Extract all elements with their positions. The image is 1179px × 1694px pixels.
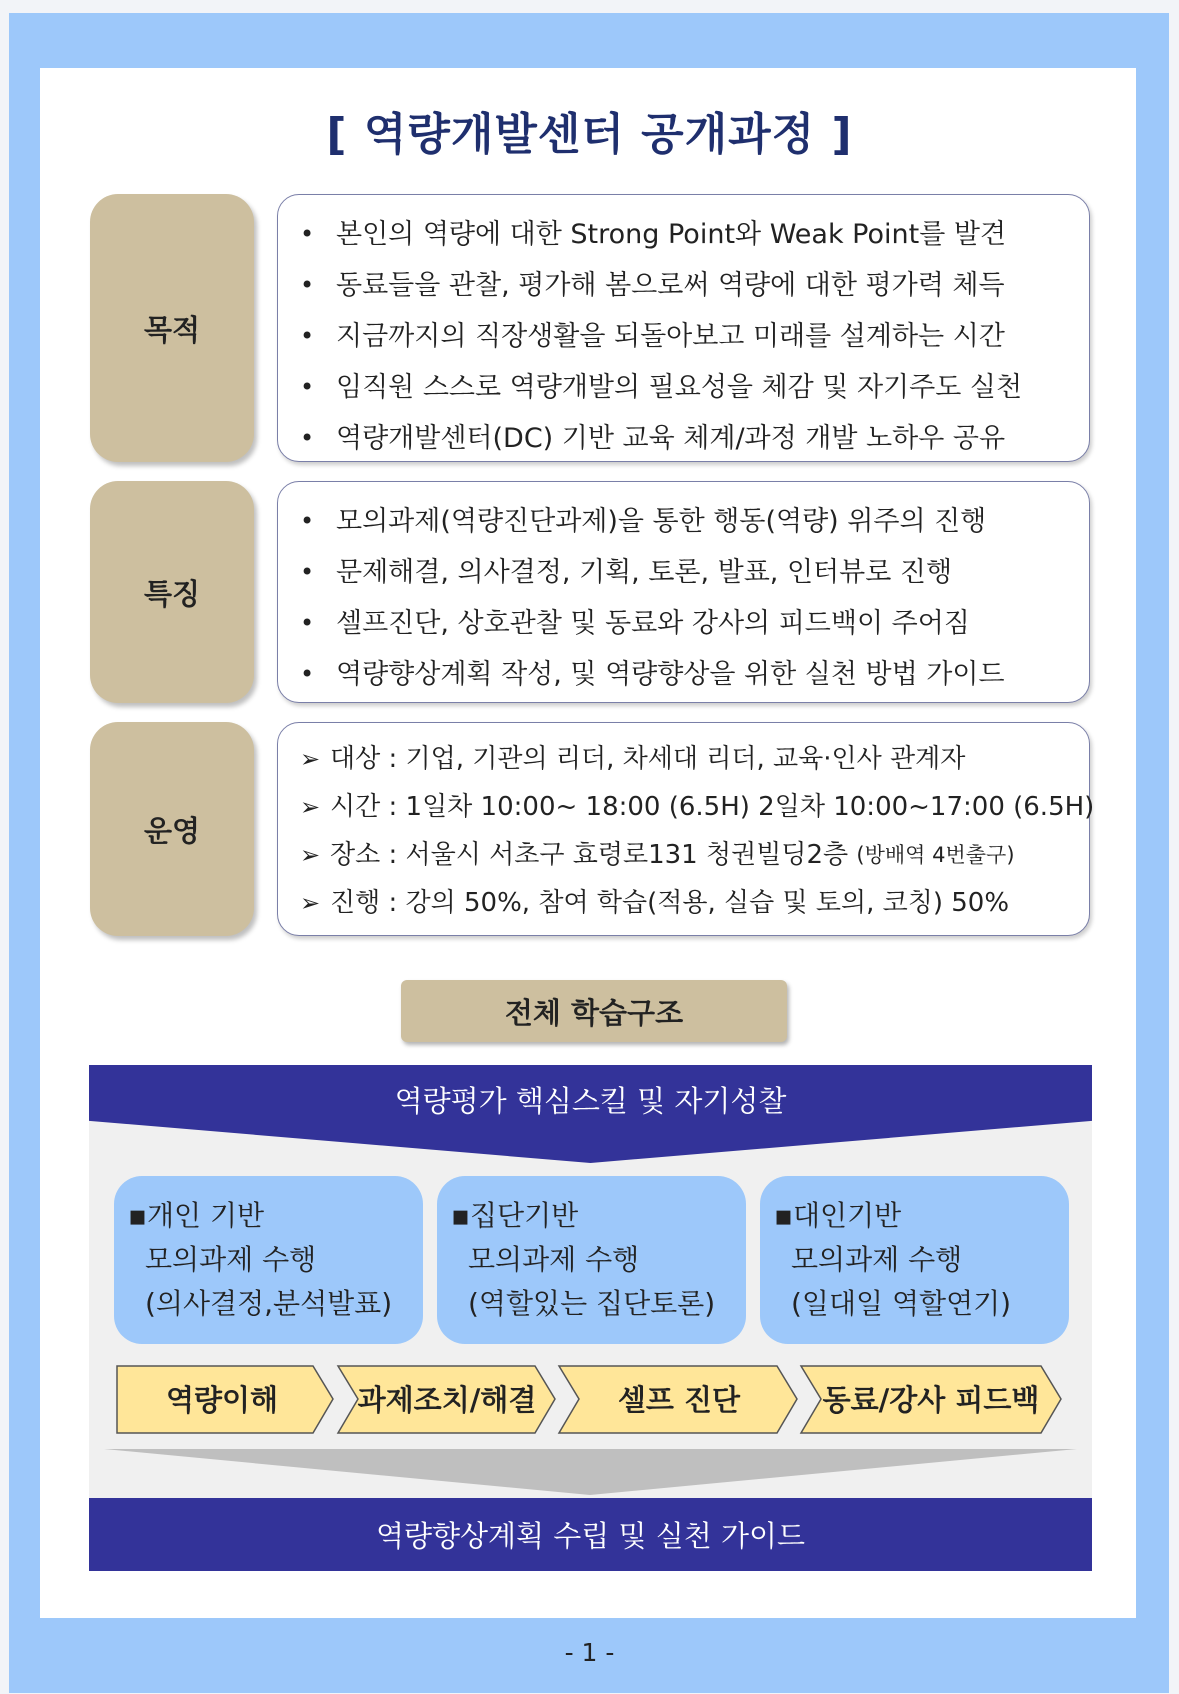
features-item: • 역량향상계획 작성, 및 역량향상을 위한 실천 방법 가이드 bbox=[300, 659, 1005, 690]
purpose-item: • 본인의 역량에 대한 Strong Point와 Weak Point를 발견 bbox=[300, 219, 1007, 250]
down-arrow-band bbox=[89, 1449, 1092, 1499]
card-line: 모의과제 수행 bbox=[791, 1243, 963, 1276]
operation-item: ➢ 진행 : 강의 50%, 참여 학습(적용, 실습 및 토의, 코칭) 50% bbox=[300, 888, 1010, 918]
card-line: (일대일 역할연기) bbox=[791, 1287, 1012, 1320]
purpose-item: • 역량개발센터(DC) 기반 교육 체계/과정 개발 노하우 공유 bbox=[300, 423, 1006, 454]
features-box bbox=[277, 481, 1090, 703]
card-line: ▪대인기반 bbox=[774, 1199, 902, 1232]
purpose-label: 목적 bbox=[90, 194, 254, 462]
step-2-label: 과제조치/해결 bbox=[357, 1383, 537, 1417]
page-number: - 1 - bbox=[564, 1638, 615, 1667]
features-label: 특징 bbox=[90, 481, 254, 703]
features-item: • 셀프진단, 상호관찰 및 동료와 강사의 피드백이 주어짐 bbox=[300, 608, 970, 639]
card-group bbox=[437, 1176, 746, 1344]
features-item: • 문제해결, 의사결정, 기획, 토론, 발표, 인터뷰로 진행 bbox=[300, 557, 953, 588]
card-interpersonal bbox=[760, 1176, 1069, 1344]
step-3-label: 셀프 진단 bbox=[617, 1383, 741, 1417]
operation-item: ➢ 시간 : 1일차 10:00~ 18:00 (6.5H) 2일차 10:00~17:00 (6.5H) bbox=[300, 792, 1095, 822]
card-line: (역할있는 집단토론) bbox=[468, 1287, 716, 1320]
operation-item: ➢ 장소 : 서울시 서초구 효령로131 청권빌딩2층 (방배역 4번출구) bbox=[300, 831, 1089, 879]
page-title: [ 역량개발센터 공개과정 ] bbox=[326, 109, 853, 160]
purpose-item: • 지금까지의 직장생활을 되돌아보고 미래를 설계하는 시간 bbox=[300, 321, 1005, 352]
card-line: (의사결정,분석발표) bbox=[145, 1287, 393, 1320]
down-arrow-shape bbox=[104, 1449, 1077, 1495]
operation-label: 운영 bbox=[90, 722, 254, 936]
operation-item: ➢ 대상 : 기업, 기관의 리더, 차세대 리더, 교육·인사 관계자 bbox=[300, 744, 966, 774]
card-line: 모의과제 수행 bbox=[468, 1243, 640, 1276]
process-steps bbox=[89, 1362, 1092, 1437]
step-4-label: 동료/강사 피드백 bbox=[822, 1383, 1040, 1417]
features-item: • 모의과제(역량진단과제)을 통한 행동(역량) 위주의 진행 bbox=[300, 506, 987, 537]
purpose-item: • 동료들을 관찰, 평가해 봄으로써 역량에 대한 평가력 체득 bbox=[300, 270, 1005, 301]
card-line: ▪집단기반 bbox=[451, 1199, 579, 1232]
card-line: 모의과제 수행 bbox=[145, 1243, 317, 1276]
top-band-text: 역량평가 핵심스킬 및 자기성찰 bbox=[394, 1084, 787, 1118]
step-1-label: 역량이해 bbox=[165, 1383, 279, 1417]
operation-box bbox=[277, 722, 1095, 936]
structure-heading: 전체 학습구조 bbox=[401, 980, 787, 1042]
location-note: (방배역 4번출구) bbox=[856, 843, 1015, 867]
bottom-band: 역량향상계획 수립 및 실천 가이드 bbox=[89, 1498, 1092, 1571]
card-individual bbox=[114, 1176, 423, 1344]
learning-structure-diagram bbox=[89, 1065, 1092, 1571]
purpose-item: • 임직원 스스로 역량개발의 필요성을 체감 및 자기주도 실천 bbox=[300, 372, 1023, 403]
purpose-box bbox=[277, 194, 1090, 462]
card-line: ▪개인 기반 bbox=[128, 1199, 265, 1232]
